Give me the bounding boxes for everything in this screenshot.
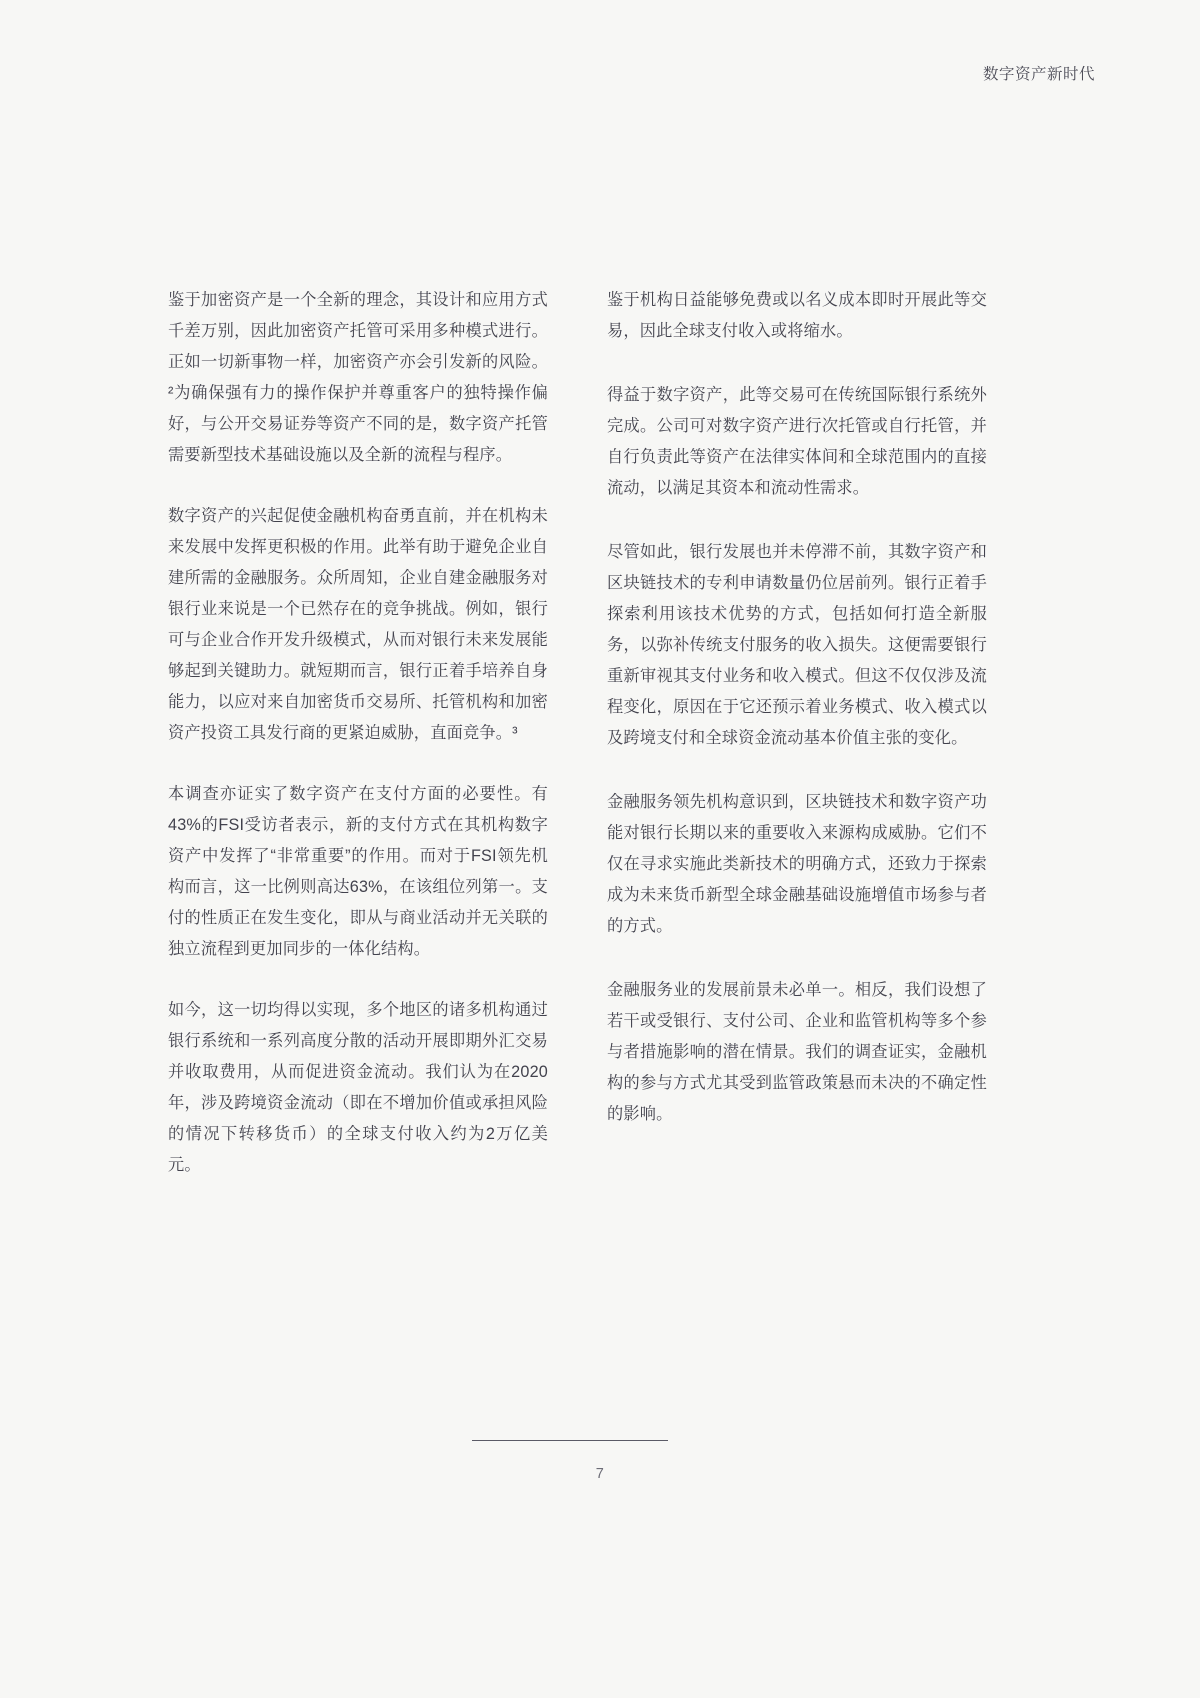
paragraph: 鉴于加密资产是一个全新的理念，其设计和应用方式千差万别，因此加密资产托管可采用多种模式进行。正如一切新事物一样，加密资产亦会引发新的风险。²为确保强有力的操作保护并尊重客户的独特操作偏好，与公开交易证券等资产不同的是，数字资产托管需要新型技术基础设施以及全新的流程与程序。 bbox=[168, 291, 548, 464]
paragraph: 鉴于机构日益能够免费或以名义成本即时开展此等交易，因此全球支付收入或将缩水。 bbox=[607, 291, 987, 340]
running-head: 数字资产新时代 bbox=[982, 66, 1095, 83]
paragraph: 金融服务业的发展前景未必单一。相反，我们设想了若干或受银行、支付公司、企业和监管机构等多个参与者措施影响的潜在情景。我们的调查证实，金融机构的参与方式尤其受到监管政策悬而未决的不确定性的影响。 bbox=[607, 981, 987, 1123]
paragraph: 尽管如此，银行发展也并未停滞不前，其数字资产和区块链技术的专利申请数量仍位居前列。银行正着手探索利用该技术优势的方式，包括如何打造全新服务，以弥补传统支付服务的收入损失。这便需要银行重新审视其支付业务和收入模式。但这不仅仅涉及流程变化，原因在于它还预示着业务模式、收入模式以及跨境支付和全球资金流动基本价值主张的变化。 bbox=[607, 543, 987, 747]
paragraph: 得益于数字资产，此等交易可在传统国际银行系统外完成。公司可对数字资产进行次托管或自行托管，并自行负责此等资产在法律实体间和全球范围内的直接流动，以满足其资本和流动性需求。 bbox=[607, 386, 987, 497]
page-number: 7 bbox=[595, 1466, 605, 1482]
two-column-body bbox=[168, 285, 1048, 1181]
left-column bbox=[168, 285, 548, 1181]
paragraph: 数字资产的兴起促使金融机构奋勇直前，并在机构未来发展中发挥更积极的作用。此举有助于避免企业自建所需的金融服务。众所周知，企业自建金融服务对银行业来说是一个已然存在的竞争挑战。例如，银行可与企业合作开发升级模式，从而对银行未来发展能够起到关键助力。就短期而言，银行正着手培养自身能力，以应对来自加密货币交易所、托管机构和加密资产投资工具发行商的更紧迫威胁，直面竞争。³ bbox=[168, 507, 548, 742]
footer-divider bbox=[472, 1440, 668, 1441]
right-column bbox=[607, 285, 987, 1181]
paragraph: 如今，这一切均得以实现，多个地区的诸多机构通过银行系统和一系列高度分散的活动开展即期外汇交易并收取费用，从而促进资金流动。我们认为在2020年，涉及跨境资金流动（即在不增加价值或承担风险的情况下转移货币）的全球支付收入约为2万亿美元。 bbox=[168, 1001, 548, 1174]
paragraph: 本调查亦证实了数字资产在支付方面的必要性。有43%的FSI受访者表示，新的支付方式在其机构数字资产中发挥了“非常重要”的作用。而对于FSI领先机构而言，这一比例则高达63%，在该组位列第一。支付的性质正在发生变化，即从与商业活动并无关联的独立流程到更加同步的一体化结构。 bbox=[168, 785, 548, 958]
paragraph: 金融服务领先机构意识到，区块链技术和数字资产功能对银行长期以来的重要收入来源构成威胁。它们不仅在寻求实施此类新技术的明确方式，还致力于探索成为未来货币新型全球金融基础设施增值市场参与者的方式。 bbox=[607, 793, 987, 935]
